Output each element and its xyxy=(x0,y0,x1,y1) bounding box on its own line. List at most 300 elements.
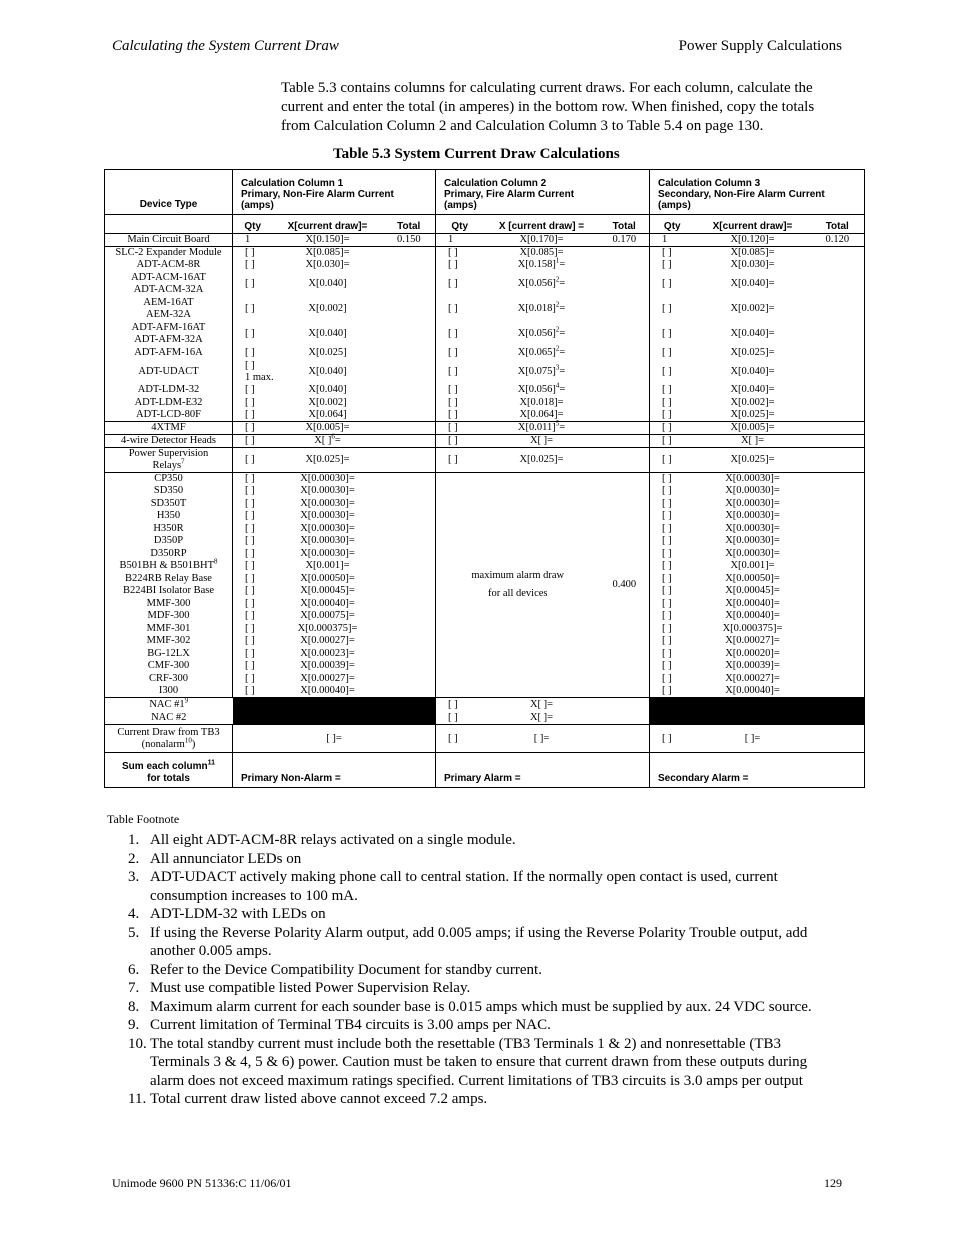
total-header-3: Total xyxy=(811,215,865,234)
table-row xyxy=(105,397,865,410)
qty-cell: [ ] xyxy=(650,473,695,486)
total-cell xyxy=(383,623,436,636)
draw-cell: $X[0.056]^4=$ xyxy=(517,381,566,396)
total-cell xyxy=(811,648,865,661)
footnote-item xyxy=(108,979,842,998)
blacked-out-cell xyxy=(233,698,436,725)
footnote-ref: 2 xyxy=(555,275,560,284)
draw-cell: X[0.002] xyxy=(308,396,347,408)
qty-cell: [ ] xyxy=(436,725,484,753)
sum-label-cell: Sum each column$^{11}$ for totals xyxy=(105,753,233,788)
total-cell xyxy=(811,485,865,498)
qty-cell: [ ] xyxy=(436,711,484,725)
total-cell xyxy=(383,297,436,322)
total-cell xyxy=(600,448,650,473)
device-name-cell: ADT-LDM-32 xyxy=(137,384,200,396)
qty-cell: [ ] xyxy=(233,523,273,536)
total-cell xyxy=(811,498,865,511)
draw-header-3: X[current draw]= xyxy=(695,215,811,234)
qty-cell: [ ] xyxy=(233,347,273,360)
qty-cell: [ ] xyxy=(233,610,273,623)
table-row xyxy=(105,409,865,422)
footnote-text: The total standby current must include both the resettable (TB3 Terminals 1 & 2) and nonresettable (TB3 Terminals 3 & 4, 5 & 6) power. Caution must be taken to ensure that current drawn from these outputs during alarm does not exceed maximum ratings specified. Current limitations of TB3 circuits is 3.0 amps per output xyxy=(150,1035,808,1089)
qty-cell: [ ] xyxy=(233,397,273,410)
footnote-text: If using the Reverse Polarity Alarm output, add 0.005 amps; if using the Reverse Polarity Trouble output, add another 0.005 amps. xyxy=(150,924,808,959)
table-row xyxy=(105,384,865,397)
total-cell xyxy=(811,523,865,536)
device-name-cell: MMF-301 xyxy=(146,622,191,634)
table-row xyxy=(105,473,865,486)
draw-cell: X[0.00040]= xyxy=(300,597,355,609)
total-cell xyxy=(600,397,650,410)
max-alarm-total-cell: 0.400 xyxy=(600,473,650,698)
footnote-ref: 6 xyxy=(331,432,335,441)
footnote-ref: 9 xyxy=(184,696,189,704)
qty-cell: [ ] xyxy=(650,297,695,322)
footnote-number: 11. xyxy=(128,1091,147,1107)
total-cell xyxy=(600,322,650,347)
footnote-ref: 2 xyxy=(555,344,560,353)
total-cell xyxy=(383,498,436,511)
table-row xyxy=(105,322,865,347)
footnote-item xyxy=(108,868,842,905)
table-row xyxy=(105,247,865,260)
device-name-cell: ADT-LDM-E32 xyxy=(134,396,203,408)
draw-cell: X[0.000375]= xyxy=(722,622,783,634)
footnote-ref: 2 xyxy=(555,325,560,334)
footnote-ref: 1 xyxy=(555,256,560,265)
table-row xyxy=(105,448,865,473)
qty-cell: [ ] xyxy=(233,510,273,523)
draw-cell: $X[0.011]^5=$ xyxy=(484,422,600,435)
total-cell xyxy=(811,247,865,260)
total-cell: 0.150 xyxy=(383,234,436,247)
qty-header-2: Qty xyxy=(436,215,484,234)
draw-cell: X[0.00023]= xyxy=(300,647,355,659)
total-cell xyxy=(383,359,436,384)
qty-cell: [ ] xyxy=(233,635,273,648)
draw-cell: X[0.00030]= xyxy=(725,485,780,497)
draw-cell: X[0.025]= xyxy=(730,409,775,420)
draw-header-2: X [current draw] = xyxy=(484,215,600,234)
footnote-number: 4. xyxy=(128,906,140,922)
device-name-cell: H350 xyxy=(156,510,181,522)
total-cell xyxy=(383,347,436,360)
footnote-ref: 11 xyxy=(207,759,215,767)
footnote-item xyxy=(108,998,842,1017)
qty-cell: [ ] xyxy=(650,548,695,561)
blacked-out-cell xyxy=(650,698,865,725)
total-cell xyxy=(811,585,865,598)
draw-cell: X[0.085]= xyxy=(484,247,600,260)
draw-cell: X[0.040]= xyxy=(730,365,775,377)
total-cell xyxy=(811,560,865,573)
draw-cell: X[0.00030]= xyxy=(300,510,355,522)
footnote-number: 8. xyxy=(128,998,140,1015)
draw-cell: X[0.025]= xyxy=(273,448,383,473)
total-cell xyxy=(811,635,865,648)
qty-cell: [ ] xyxy=(436,247,484,260)
qty-cell: [ ] xyxy=(233,560,273,573)
qty-cell: [ ] xyxy=(233,685,273,698)
draw-cell: X[0.001]= xyxy=(730,560,775,572)
total-cell xyxy=(600,359,650,384)
device-type-header: Device Type xyxy=(139,199,198,210)
total-cell xyxy=(600,698,650,712)
draw-cell: X[0.00030]= xyxy=(300,535,355,547)
total-cell xyxy=(600,384,650,397)
total-cell xyxy=(383,685,436,698)
sum-row xyxy=(105,753,865,788)
qty-cell: 1 xyxy=(233,234,273,247)
total-cell xyxy=(811,422,865,435)
total-cell xyxy=(811,347,865,360)
draw-cell: X[ ]= xyxy=(484,698,600,712)
qty-cell: [ ] xyxy=(233,422,273,435)
total-cell xyxy=(383,648,436,661)
qty-cell: [ ] xyxy=(650,573,695,586)
total-cell xyxy=(811,297,865,322)
qty-cell: [ ] xyxy=(650,247,695,260)
total-cell: 0.120 xyxy=(811,234,865,247)
qty-cell: [ ] xyxy=(650,272,695,297)
total-cell xyxy=(600,422,650,435)
footnote-list xyxy=(108,831,842,1109)
draw-cell: $X[0.065]^2=$ xyxy=(517,344,566,358)
total-cell xyxy=(600,435,650,448)
total-cell xyxy=(383,473,436,486)
device-name-cell: H350R xyxy=(153,522,184,534)
draw-cell: X[0.00030]= xyxy=(725,535,780,547)
footnote-text: Refer to the Device Compatibility Document for standby current. xyxy=(150,961,542,978)
footnote-ref: 7 xyxy=(181,457,185,466)
footnote-item xyxy=(108,850,842,869)
qty-cell: [ ] xyxy=(233,259,273,272)
total-cell xyxy=(383,384,436,397)
footer-page-number: 129 xyxy=(824,1176,842,1190)
table-row xyxy=(105,359,865,384)
draw-cell: X[0.00030]= xyxy=(273,473,383,486)
footnote-item xyxy=(108,1016,842,1035)
qty-cell: [ ] xyxy=(233,435,273,448)
table-caption: Table 5.3 System Current Draw Calculations xyxy=(333,146,620,162)
draw-cell: X[0.064] xyxy=(308,409,347,420)
draw-cell: X[0.025]= xyxy=(484,448,600,473)
qty-cell: [ ] xyxy=(650,347,695,360)
footnote-text: Total current draw listed above cannot exceed 7.2 amps. xyxy=(150,1091,488,1107)
total-header-2: Total xyxy=(600,215,650,234)
footnote-number: 10. xyxy=(128,1035,147,1052)
qty-header-3: Qty xyxy=(650,215,695,234)
qty-cell: [ ] xyxy=(650,359,695,384)
sum-primary-alarm: Primary Alarm = xyxy=(436,753,650,788)
qty-cell: [ ] xyxy=(233,623,273,636)
draw-cell: X[0.00075]= xyxy=(300,610,355,622)
draw-cell: X[0.00027]= xyxy=(300,672,355,684)
table-row xyxy=(105,297,865,322)
device-name-cell: 4XTMF xyxy=(105,422,233,435)
sub-header-row xyxy=(105,215,865,234)
tb3-row xyxy=(105,725,865,753)
draw-cell: $X[0.056]^2=$ xyxy=(517,275,566,289)
qty-cell: [ ] xyxy=(650,610,695,623)
total-cell xyxy=(383,322,436,347)
qty-cell: [ ] xyxy=(233,247,273,260)
qty-cell: 1 xyxy=(650,234,695,247)
qty-cell: [ ] xyxy=(436,422,484,435)
draw-cell: X[0.00030]= xyxy=(695,473,811,486)
draw-cell: X[0.085]= xyxy=(695,247,811,260)
total-cell xyxy=(811,435,865,448)
qty-cell: [ ] xyxy=(436,359,484,384)
total-cell xyxy=(600,725,650,753)
draw-cell: X[0.00030]= xyxy=(725,522,780,534)
device-name-cell: AEM-16AT AEM-32A xyxy=(143,297,194,320)
total-cell xyxy=(383,409,436,422)
draw-cell: X[0.00027]= xyxy=(725,635,780,647)
draw-cell: X[0.00050]= xyxy=(725,572,780,584)
qty-cell: 1 xyxy=(436,234,484,247)
footnote-ref: 2 xyxy=(555,300,560,309)
device-name-cell: Current Draw from TB3 (nonalarm$^{10}$) xyxy=(105,725,233,753)
qty-cell: [ ] xyxy=(650,660,695,673)
qty-cell: [ ] xyxy=(650,397,695,410)
device-name-cell: CP350 xyxy=(105,473,233,486)
footnote-text: Maximum alarm current for each sounder base is 0.015 amps which must be supplied by aux. 24 VDC source. xyxy=(150,998,812,1015)
draw-cell: X[0.040] xyxy=(308,328,347,339)
total-cell xyxy=(811,725,865,753)
total-cell xyxy=(383,485,436,498)
total-cell xyxy=(811,573,865,586)
qty-cell: [ ] xyxy=(233,297,273,322)
total-cell xyxy=(811,623,865,636)
total-cell xyxy=(383,660,436,673)
draw-cell: X[0.00027]= xyxy=(725,672,780,684)
total-cell xyxy=(811,384,865,397)
footnote-ref: 10 xyxy=(184,736,192,744)
qty-cell: [ ] xyxy=(233,598,273,611)
qty-cell: [ ] xyxy=(650,685,695,698)
footnote-item xyxy=(108,924,842,961)
device-name-cell: MMF-300 xyxy=(146,597,191,609)
device-name-cell: BG-12LX xyxy=(147,647,190,659)
device-name-cell: B224BI Isolator Base xyxy=(123,585,214,597)
qty-cell: [ ] xyxy=(650,598,695,611)
qty-cell: [ ] xyxy=(650,485,695,498)
footnote-item xyxy=(108,961,842,980)
draw-cell: X[0.00040]= xyxy=(725,610,780,622)
table-row xyxy=(105,422,865,435)
footnote-title: Table Footnote xyxy=(107,812,180,826)
col2-header: Calculation Column 2 Primary, Fire Alarm Current (amps) xyxy=(436,170,650,215)
draw-cell: [ ]= xyxy=(484,725,600,753)
draw-cell: X[0.150]= xyxy=(273,234,383,247)
draw-cell: X[0.000375]= xyxy=(297,622,358,634)
draw-cell: X[ ]= xyxy=(484,435,600,448)
draw-cell: X[0.002]= xyxy=(730,396,775,408)
qty-cell: [ ] xyxy=(233,485,273,498)
draw-header-1: X[current draw]= xyxy=(273,215,383,234)
device-name-cell: D350P xyxy=(153,535,184,547)
total-cell xyxy=(811,598,865,611)
draw-cell: X[0.00030]= xyxy=(300,547,355,559)
running-header-chapter: Power Supply Calculations xyxy=(678,38,842,54)
draw-cell: X[0.001]= xyxy=(305,560,350,572)
qty-cell: [ ] xyxy=(233,535,273,548)
draw-cell: X[0.00030]= xyxy=(300,522,355,534)
draw-cell: X[0.025]= xyxy=(695,448,811,473)
total-cell: 0.170 xyxy=(600,234,650,247)
qty-cell: [ ] xyxy=(436,297,484,322)
qty-cell: [ ] xyxy=(650,585,695,598)
device-name-cell: SD350T xyxy=(150,497,187,509)
footnote-number: 3. xyxy=(128,869,140,885)
total-cell xyxy=(383,422,436,435)
total-cell xyxy=(600,272,650,297)
footnote-ref: 4 xyxy=(555,381,560,390)
qty-cell: [ ] xyxy=(436,272,484,297)
device-name-cell: 4-wire Detector Heads xyxy=(105,435,233,448)
total-cell xyxy=(811,448,865,473)
footnote-text: Current limitation of Terminal TB4 circuits is 3.00 amps per NAC. xyxy=(150,1017,551,1033)
device-name-cell: B501BH & B501BHT$^8$ xyxy=(119,557,218,572)
draw-cell: X[0.018]= xyxy=(519,396,564,408)
footnote-number: 7. xyxy=(128,980,140,996)
total-cell xyxy=(383,560,436,573)
device-name-cell: NAC #2 xyxy=(151,711,187,723)
qty-cell: [ ] xyxy=(233,473,273,486)
total-cell xyxy=(811,610,865,623)
qty-cell: [ ] xyxy=(233,548,273,561)
device-name-cell: SD350 xyxy=(153,485,184,497)
draw-cell: $X[0.075]^3=$ xyxy=(517,363,566,377)
footnote-ref: 8 xyxy=(214,557,218,566)
table-row xyxy=(105,259,865,272)
footnote-text: All annunciator LEDs on xyxy=(150,850,302,867)
total-cell xyxy=(811,359,865,384)
qty-cell: [ ] xyxy=(650,259,695,272)
device-name-cell: CRF-300 xyxy=(148,672,189,684)
total-cell xyxy=(811,685,865,698)
total-cell xyxy=(383,448,436,473)
qty-cell: [ ] xyxy=(436,397,484,410)
qty-cell: [ ] xyxy=(233,322,273,347)
total-header-1: Total xyxy=(383,215,436,234)
table-row xyxy=(105,234,865,247)
qty-cell: [ ] xyxy=(233,660,273,673)
qty-header-1: Qty xyxy=(233,215,273,234)
sum-primary-non-alarm: Primary Non-Alarm = xyxy=(233,753,436,788)
total-cell xyxy=(600,409,650,422)
qty-cell: [ ] xyxy=(650,635,695,648)
device-name-cell: CMF-300 xyxy=(147,660,190,672)
device-name-cell: MMF-302 xyxy=(146,635,191,647)
total-cell xyxy=(811,673,865,686)
footnote-number: 5. xyxy=(128,924,140,941)
draw-cell: X[ ]$^6$= xyxy=(273,435,383,448)
draw-cell: X[0.00020]= xyxy=(725,647,780,659)
total-cell xyxy=(383,523,436,536)
qty-cell: [ ] xyxy=(650,510,695,523)
draw-cell: X[0.00030]= xyxy=(725,547,780,559)
footnote-text: ADT-LDM-32 with LEDs on xyxy=(150,906,326,922)
qty-cell: [ ] xyxy=(650,422,695,435)
draw-cell: X[0.00040]= xyxy=(300,685,355,696)
draw-cell: X[0.00030]= xyxy=(725,510,780,522)
total-cell xyxy=(811,548,865,561)
device-name-cell: I300 xyxy=(158,685,179,696)
footer-document-id: Unimode 9600 PN 51336:C 11/06/01 xyxy=(112,1176,292,1190)
total-cell xyxy=(811,473,865,486)
column-titles-row xyxy=(105,170,865,215)
total-cell xyxy=(383,435,436,448)
table-row xyxy=(105,272,865,297)
total-cell xyxy=(383,510,436,523)
device-name-cell: ADT-ACM-8R xyxy=(136,259,201,271)
draw-cell: $X[0.158]^1=$ xyxy=(517,256,566,271)
qty-cell: [ ] xyxy=(233,648,273,661)
draw-cell: X[0.00039]= xyxy=(300,660,355,672)
draw-cell: X[0.00027]= xyxy=(300,635,355,647)
qty-cell: [ ] xyxy=(650,435,695,448)
current-draw-table xyxy=(104,169,865,788)
device-name-cell: NAC $\#1^9$ xyxy=(105,698,233,712)
table-body xyxy=(105,170,865,788)
draw-cell: X[0.040] xyxy=(308,384,347,396)
intro-paragraph: Table 5.3 contains columns for calculating current draws. For each column, calculate the current and enter the total (in amperes) in the bottom row. When finished, copy the totals from Calculation Column 2 and Calculation Column 3 to Table 5.4 on page 130. xyxy=(281,80,815,134)
qty-cell: [ ] xyxy=(233,498,273,511)
qty-cell: [ ] xyxy=(233,673,273,686)
qty-cell: [ ] xyxy=(650,535,695,548)
qty-cell: [ ] xyxy=(650,409,695,422)
total-cell xyxy=(383,610,436,623)
draw-cell: X[0.005]= xyxy=(695,422,811,435)
draw-cell: X[0.002] xyxy=(308,303,347,314)
qty-cell: [ ] xyxy=(436,259,484,272)
footnote-item xyxy=(108,831,842,850)
device-name-cell: Power Supervision Relays$^7$ xyxy=(105,448,233,473)
col3-header: Calculation Column 3 Secondary, Non-Fire Alarm Current (amps) xyxy=(650,170,865,215)
total-cell xyxy=(811,409,865,422)
qty-cell: [ ] xyxy=(233,409,273,422)
table-row xyxy=(105,435,865,448)
device-name-cell: ADT-AFM-16AT ADT-AFM-32A xyxy=(131,322,206,345)
draw-cell: X[0.040]= xyxy=(730,384,775,396)
draw-cell: X[0.025] xyxy=(308,346,347,358)
qty-cell: [ ] xyxy=(650,648,695,661)
qty-cell: [ ] xyxy=(650,673,695,686)
footnote-ref: 5 xyxy=(555,419,560,428)
device-name-cell: ADT-LCD-80F xyxy=(136,409,201,420)
total-cell xyxy=(383,548,436,561)
total-cell xyxy=(811,660,865,673)
draw-cell: X[0.040] xyxy=(308,365,347,377)
total-cell xyxy=(383,397,436,410)
device-name-cell: D350RP xyxy=(150,547,187,559)
total-cell xyxy=(811,535,865,548)
qty-cell: [ ] xyxy=(233,573,273,586)
device-name-cell: SLC-2 Expander Module xyxy=(105,247,233,260)
footnote-ref: 3 xyxy=(555,363,560,371)
qty-cell: [ ] xyxy=(436,448,484,473)
qty-cell: [ ] xyxy=(650,623,695,636)
device-name-cell: Main Circuit Board xyxy=(105,234,233,247)
footnote-text: Must use compatible listed Power Supervision Relay. xyxy=(150,980,471,996)
qty-cell: [ ] xyxy=(650,448,695,473)
table-row xyxy=(105,347,865,360)
qty-cell: [ ] xyxy=(436,698,484,712)
device-name-cell: ADT-ACM-16AT ADT-ACM-32A xyxy=(131,272,206,295)
